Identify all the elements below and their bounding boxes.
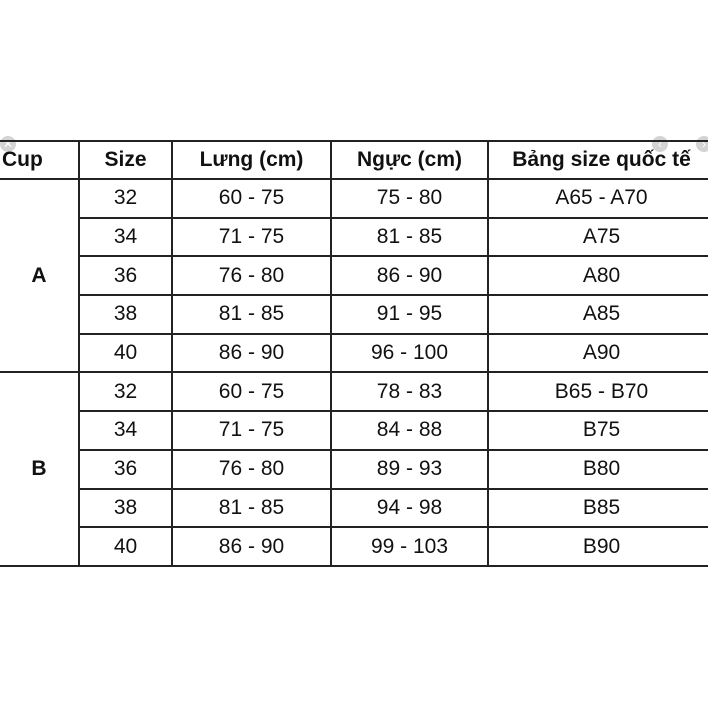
bust-cell: 78 - 83 bbox=[331, 372, 488, 411]
intl-size-cell: B65 - B70 bbox=[488, 372, 708, 411]
size-cell: 38 bbox=[79, 489, 172, 528]
cup-cell: A bbox=[0, 179, 79, 372]
intl-size-cell: A75 bbox=[488, 218, 708, 257]
back-cell: 71 - 75 bbox=[172, 411, 331, 450]
table-row bbox=[0, 450, 708, 489]
size-cell: 34 bbox=[79, 411, 172, 450]
chevron-left-icon[interactable]: ‹ bbox=[652, 136, 668, 152]
header-cup: Cup bbox=[0, 141, 79, 179]
table-row bbox=[0, 179, 708, 218]
intl-size-cell: B80 bbox=[488, 450, 708, 489]
intl-size-cell: A80 bbox=[488, 256, 708, 295]
back-cell: 86 - 90 bbox=[172, 527, 331, 566]
intl-size-cell: B85 bbox=[488, 489, 708, 528]
back-cell: 81 - 85 bbox=[172, 489, 331, 528]
table-row bbox=[0, 334, 708, 373]
bust-cell: 89 - 93 bbox=[331, 450, 488, 489]
table-row bbox=[0, 372, 708, 411]
bust-cell: 91 - 95 bbox=[331, 295, 488, 334]
back-cell: 81 - 85 bbox=[172, 295, 331, 334]
table-row bbox=[0, 256, 708, 295]
intl-size-cell: A65 - A70 bbox=[488, 179, 708, 218]
cup-cell: B bbox=[0, 372, 79, 565]
table-row bbox=[0, 295, 708, 334]
header-row bbox=[0, 141, 708, 179]
size-cell: 40 bbox=[79, 527, 172, 566]
header-intl-size: Bảng size quốc tế bbox=[488, 141, 708, 179]
size-cell: 32 bbox=[79, 372, 172, 411]
bust-cell: 99 - 103 bbox=[331, 527, 488, 566]
back-cell: 71 - 75 bbox=[172, 218, 331, 257]
close-icon[interactable]: ✕ bbox=[0, 136, 16, 152]
size-cell: 38 bbox=[79, 295, 172, 334]
back-cell: 60 - 75 bbox=[172, 372, 331, 411]
header-back: Lưng (cm) bbox=[172, 141, 331, 179]
bust-cell: 94 - 98 bbox=[331, 489, 488, 528]
header-size: Size bbox=[79, 141, 172, 179]
bust-cell: 86 - 90 bbox=[331, 256, 488, 295]
bra-size-table bbox=[0, 140, 708, 567]
intl-size-cell: A85 bbox=[488, 295, 708, 334]
size-cell: 36 bbox=[79, 450, 172, 489]
back-cell: 86 - 90 bbox=[172, 334, 331, 373]
size-cell: 36 bbox=[79, 256, 172, 295]
size-cell: 32 bbox=[79, 179, 172, 218]
header-bust: Ngực (cm) bbox=[331, 141, 488, 179]
table-row bbox=[0, 411, 708, 450]
back-cell: 60 - 75 bbox=[172, 179, 331, 218]
table-row bbox=[0, 489, 708, 528]
size-cell: 40 bbox=[79, 334, 172, 373]
back-cell: 76 - 80 bbox=[172, 450, 331, 489]
chevron-right-icon[interactable]: › bbox=[696, 136, 708, 152]
table-row bbox=[0, 527, 708, 566]
size-cell: 34 bbox=[79, 218, 172, 257]
bust-cell: 75 - 80 bbox=[331, 179, 488, 218]
table-row bbox=[0, 218, 708, 257]
intl-size-cell: B90 bbox=[488, 527, 708, 566]
bust-cell: 84 - 88 bbox=[331, 411, 488, 450]
intl-size-cell: A90 bbox=[488, 334, 708, 373]
bust-cell: 96 - 100 bbox=[331, 334, 488, 373]
bust-cell: 81 - 85 bbox=[331, 218, 488, 257]
back-cell: 76 - 80 bbox=[172, 256, 331, 295]
intl-size-cell: B75 bbox=[488, 411, 708, 450]
